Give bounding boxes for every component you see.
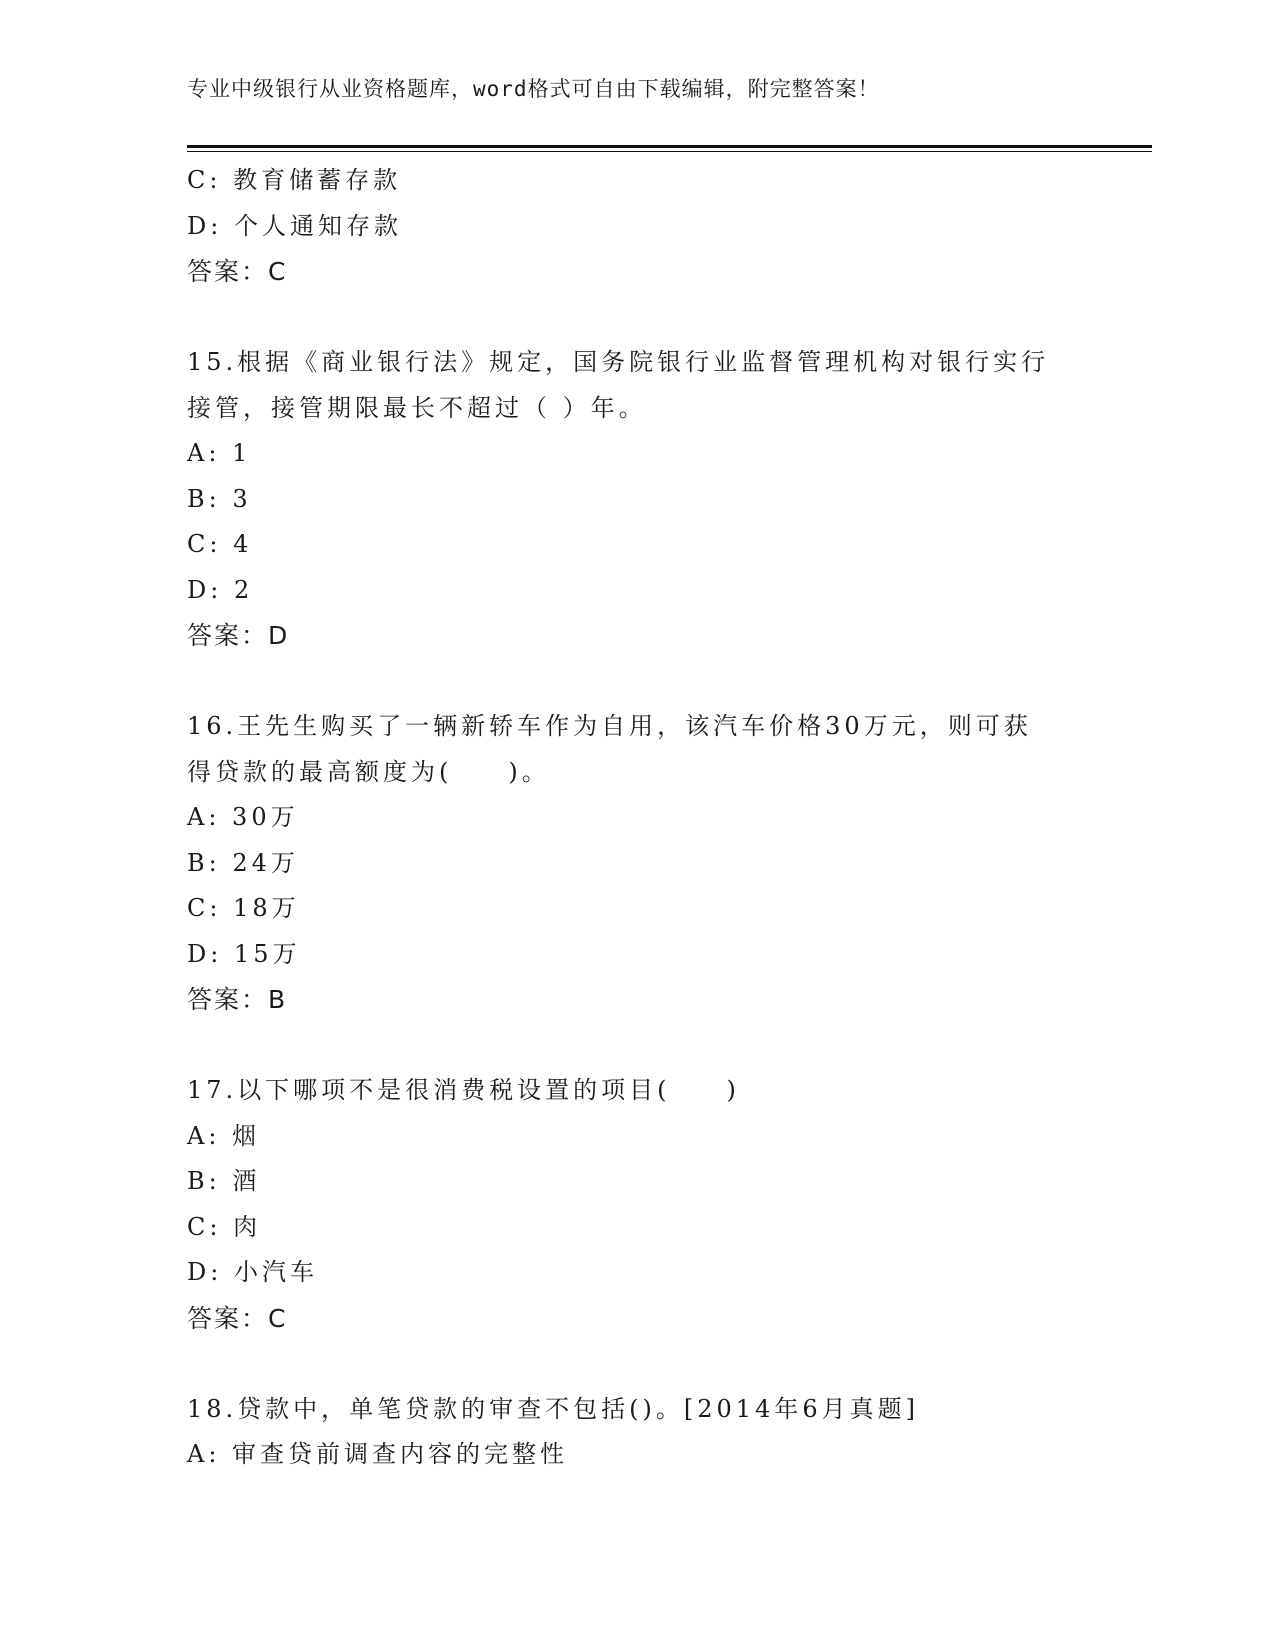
question-15-option-c: C: 4: [187, 530, 253, 558]
option-d: D: 个人通知存款: [187, 211, 402, 240]
question-18-stem-line-1: 18.贷款中，单笔贷款的审查不包括()。[2014年6月真题]: [187, 1394, 919, 1423]
question-16-stem-line-1: 16.王先生购买了一辆新轿车作为自用，该汽车价格30万元，则可获: [187, 712, 1032, 740]
spacer: [187, 1341, 1087, 1387]
option-c: C: 教育储蓄存款: [187, 166, 402, 194]
question-17-option-b: B: 酒: [187, 1167, 261, 1195]
question-16-option-b: B: 24万: [187, 848, 299, 877]
question-18-option-a: A: 审查贷前调查内容的完整性: [187, 1440, 569, 1468]
question-15-stem-line-1: 15.根据《商业银行法》规定，国务院银行业监督管理机构对银行实行: [187, 348, 1050, 376]
spacer: [187, 659, 1087, 705]
question-16-stem-line-2: 得贷款的最高额度为( )。: [187, 757, 550, 786]
spacer: [187, 1023, 1087, 1069]
question-17-option-d: D: 小汽车: [187, 1258, 318, 1286]
question-17-stem-line-1: 17.以下哪项不是很消费税设置的项目( ): [187, 1076, 740, 1104]
question-15-answer: 答案：D: [187, 621, 290, 650]
question-15-option-d: D: 2: [187, 575, 254, 604]
question-17-option-c: C: 肉: [187, 1212, 262, 1241]
question-16-option-a: A: 30万: [187, 803, 299, 831]
question-15-option-b: B: 3: [187, 484, 252, 513]
header-rule-thin: [187, 151, 1152, 152]
header-rule-thick: [187, 145, 1152, 148]
question-content: [187, 158, 1087, 1478]
question-17-option-a: A: 烟: [187, 1121, 261, 1150]
spacer: [187, 295, 1087, 341]
answer-line: 答案：C: [187, 257, 288, 286]
question-17-answer: 答案：C: [187, 1303, 288, 1333]
question-15-option-a: A: 1: [187, 439, 252, 467]
question-16-answer: 答案：B: [187, 985, 288, 1014]
question-16-option-c: C: 18万: [187, 894, 300, 922]
page-header: 专业中级银行从业资格题库，word格式可自由下载编辑，附完整答案！: [187, 77, 880, 101]
question-15-stem-line-2: 接管，接管期限最长不超过（ ）年。: [187, 393, 647, 422]
question-16-option-d: D: 15万: [187, 939, 301, 968]
